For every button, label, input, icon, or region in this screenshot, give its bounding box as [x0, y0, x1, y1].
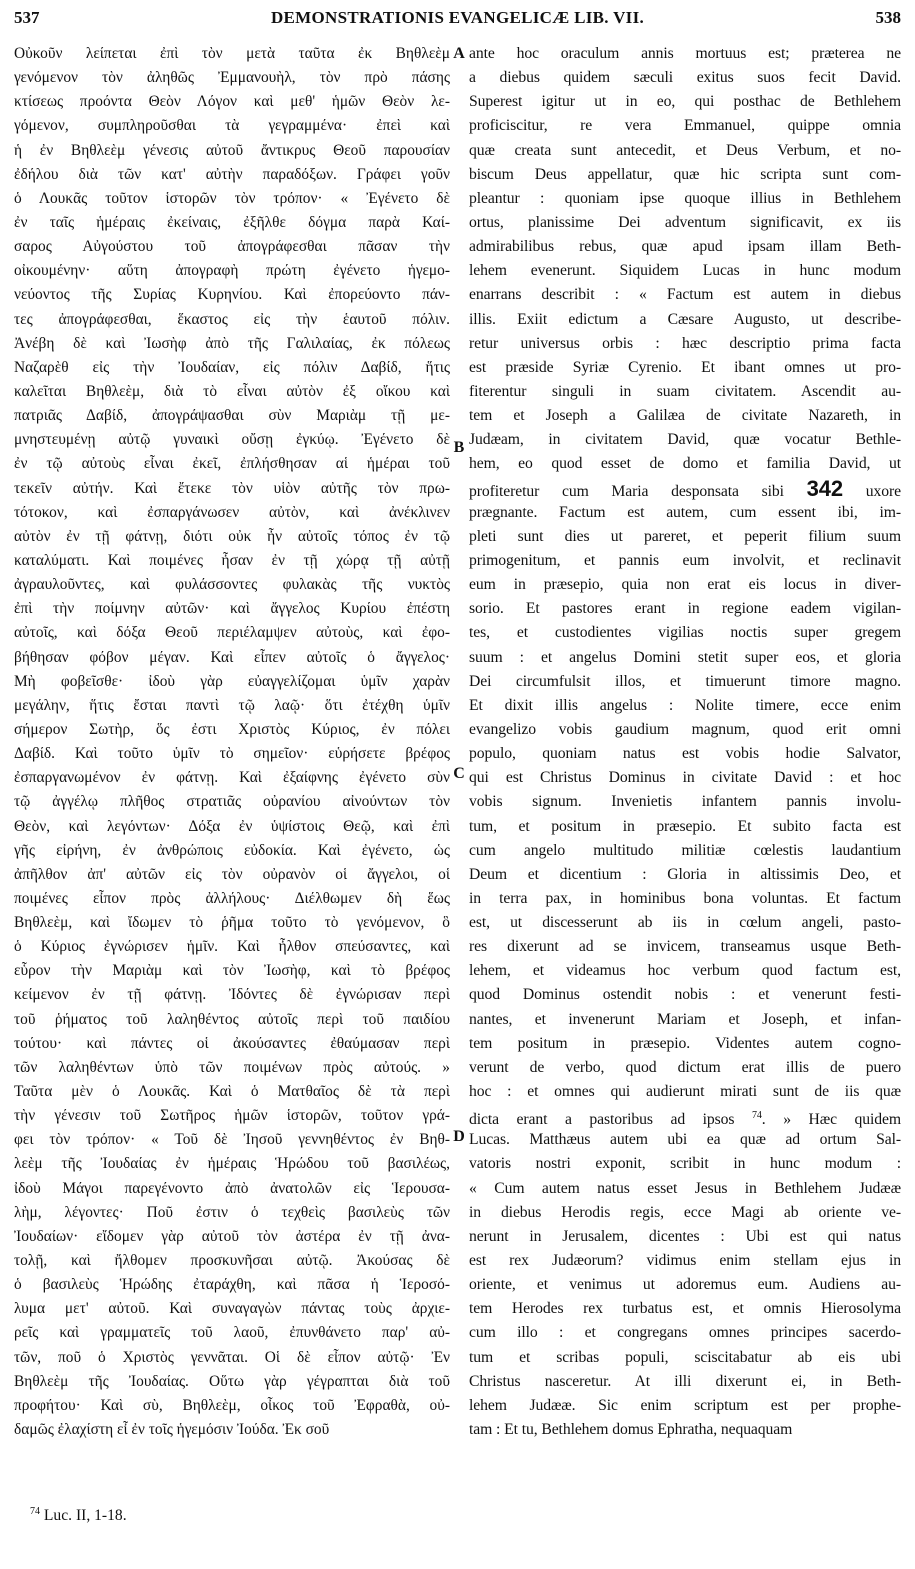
latin-text-line: biscum Deus appellatur, quæ hic scripta sunt com- [469, 165, 901, 183]
latin-text-line: verunt de verbo, quod dictum erat illis de puero [469, 1058, 901, 1076]
greek-text-line: αὐτὸν ἐν τῇ φάτνῃ, διότι οὐκ ἦν αὐτοῖς τόπος ἐν τῷ [14, 527, 450, 545]
greek-text-line: δαμῶς ἐλαχίστη εἶ ἐν τοῖς ἡγεμόσιν Ἰούδα. Ἐκ σοῦ [14, 1421, 330, 1439]
greek-text-line: γῆς εἰρήνη, ἐν ἀνθρώποις εὐδοκία. Καὶ ἐγένετο, ὡς [14, 841, 450, 859]
latin-text-line: Et dixit illis angelus : Nolite timere, ecce enim [469, 696, 901, 714]
page-number-left: 537 [14, 8, 40, 27]
latin-text-line: profiteretur cum Maria desponsata sibi 342 uxore [469, 476, 901, 501]
footnote-number: 74 [30, 1506, 40, 1517]
latin-text-line: hem, eo quod esset de domo et familia David, ut [469, 455, 901, 473]
latin-text-line: est rex Judæorum? vidimus enim stellam ejus in [469, 1252, 901, 1270]
footnote [30, 1506, 127, 1525]
latin-text-line: hoc : et omnes qui audierunt mirati sunt de iis quæ [469, 1083, 901, 1101]
latin-text-line: Christus nasceretur. At illi dixerunt ei, in Beth- [469, 1372, 901, 1390]
greek-text-line: Ἰουδαίων· εἴδομεν γὰρ αὐτοῦ τὸν ἀστέρα ἐν τῇ ἀνα- [14, 1227, 450, 1245]
greek-text-line: ἐδήλου διὰ τῶν κατ' αὐτὴν παραδόξων. Γράφει γοῦν [14, 165, 450, 183]
greek-text-line: Δαβίδ. Καὶ τοῦτο ὑμῖν τὸ σημεῖον· εὑρήσετε βρέφος [14, 745, 450, 763]
greek-text-line: τῷ ἀγγέλῳ πλῆθος στρατιᾶς οὐρανίου αἰνούντων τὸν [14, 793, 450, 811]
latin-text-line: pleti sunt dies ut pareret, et peperit filium suum [469, 527, 901, 545]
latin-text-line: a diebus quidem sæculi exitus suos fecit David. [469, 69, 901, 87]
greek-text-line: σαρος Αὐγούστου τοῦ ἀπογράφεσθαι πᾶσαν τὴν [14, 238, 450, 256]
greek-text-line: γενόμενον τὸν ἀληθῶς Ἐμμανουὴλ, τὸν πρὸ πάσης [14, 69, 450, 87]
folio-number: 342 [806, 476, 844, 501]
latin-text-line: lehem, et videamus hoc verbum quod factum est, [469, 962, 901, 980]
greek-text-line: καταλύματι. Καὶ ποιμένες ἦσαν ἐν τῇ χώρᾳ τῇ αὐτῇ [14, 551, 450, 569]
latin-text-line: Dei circumfulsit illos, et timuerunt timore magno. [469, 672, 901, 690]
latin-text-line: Deum et dicentium : Gloria in altissimis Deo, et [469, 865, 901, 883]
latin-text-line: tum, et positum in præsepio. Et subito facta est [469, 817, 901, 835]
greek-text-line: ἡ ἐν Βηθλεὲμ γένεσις αὐτοῦ ἄντικρυς Θεοῦ παρουσίαν [14, 141, 450, 159]
latin-text-line: ante hoc oraculum annis mortuus est; præterea ne [469, 45, 901, 62]
margin-marker-a: A [453, 45, 465, 62]
latin-text-line: retur universus orbis : hæc descriptio prima facta [469, 334, 901, 352]
latin-text-line: oriente, et venimus ut adoremus eum. Audiens au- [469, 1276, 901, 1294]
greek-text-line: γόμενον, συμπληροῦσθαι τὰ γεγραμμένα· ἐπεὶ καὶ [14, 117, 450, 135]
latin-text-line: « Cum autem natus esset Jesus in Bethlehem Judææ [469, 1179, 901, 1197]
page-number-right: 538 [875, 8, 901, 27]
greek-text-line: τότοκον, καὶ ἐσπαργάνωσεν αὐτὸν, καὶ ἀνέκλινεν [14, 503, 450, 521]
greek-text-line: τῶν, ποῦ ὁ Χριστὸς γεννᾶται. Οἱ δὲ εἶπον αὐτῷ· Ἐν [14, 1348, 450, 1366]
latin-text-line: suum : et angelus Domini stetit super eos, et gloria [469, 648, 901, 666]
latin-text-line: tes, et custodientes vigilias noctis super gregem [469, 624, 901, 642]
greek-column [14, 42, 450, 1442]
latin-text-line: vobis signum. Invenietis infantem pannis involu- [469, 793, 901, 811]
greek-text-line: ἐν ταῖς ἡμέραις ἐκείναις, ἐξῆλθε δόγμα παρὰ Καί- [14, 213, 450, 231]
greek-text-line: οἰκουμένην· αὕτη ἀπογραφὴ πρώτη ἐγένετο ἡγεμο- [14, 262, 450, 280]
greek-text-line: ὁ Λουκᾶς τοῦτον ἱστορῶν τὸν τρόπον· « Ἐγένετο δὲ [14, 189, 450, 207]
greek-text-line: κείμενον ἐν τῇ φάτνῃ. Ἰδόντες δὲ ἐγνώρισαν περὶ [14, 986, 450, 1004]
latin-text-line: sorio. Et pastores erant in regione eadem vigilan- [469, 600, 901, 618]
latin-text-line: res dixerunt ad se invicem, transeamus usque Beth- [469, 938, 901, 956]
latin-text-line: evangelizo vobis gaudium magnum, quod erit omni [469, 720, 901, 738]
greek-text-line: Ναζαρὲθ εἰς τὴν Ἰουδαίαν, εἰς πόλιν Δαβίδ, ἥτις [14, 358, 450, 376]
latin-text-line: tam : Et tu, Bethlehem domus Ephratha, nequaquam [469, 1421, 793, 1439]
latin-text-line: tem et Joseph a Galilæa de civitate Nazareth, in [469, 407, 901, 425]
greek-text-line: Θεὸν, καὶ λεγόντων· Δόξα ἐν ὑψίστοις Θεῷ, καὶ ἐπὶ [14, 817, 450, 835]
latin-text-line: populo, quoniam natus est vobis hodie Salvator, [469, 745, 901, 763]
greek-text-line: καλεῖται Βηθλεὲμ, διὰ τὸ εἶναι αὐτὸν ἐξ οἴκου καὶ [14, 382, 450, 400]
greek-text-line: τες ἀπογράφεσθαι, ἕκαστος εἰς τὴν ἑαυτοῦ πόλιν. [14, 310, 450, 328]
latin-text-line: nantes, et invenerunt Mariam et Joseph, et infan- [469, 1010, 901, 1028]
greek-text-line: τολῇ, καὶ ἤλθομεν προσκυνῆσαι αὐτῷ. Ἀκούσας δὲ [14, 1252, 450, 1270]
greek-text-line: αὐτοῖς, καὶ δόξα Θεοῦ περιέλαμψεν αὐτοὺς, καὶ ἐφο- [14, 624, 450, 642]
greek-text-line: ἐσπαργανωμένον ἐν φάτνῃ. Καὶ ἐξαίφνης ἐγένετο σὺν [14, 769, 450, 787]
footnote-text: Luc. II, 1-18. [43, 1507, 127, 1525]
greek-text-line: προφήτου· Καὶ σὺ, Βηθλεὲμ, οἶκος τοῦ Ἐφραθὰ, οὐ- [14, 1396, 450, 1414]
greek-text-line: Οὐκοῦν λείπεται ἐπὶ τὸν μετὰ ταῦτα ἐκ Βηθλεὲμ [14, 45, 450, 62]
latin-text-line: proficiscitur, re vera Emmanuel, quippe omnia [469, 117, 901, 135]
latin-text-line: tum et scribas populi, sciscitabatur ab eis ubi [469, 1348, 901, 1366]
latin-text-line: fiterentur singuli in suam civitatem. Ascendit au- [469, 382, 901, 400]
margin-marker-d: D [453, 1128, 465, 1145]
latin-column [469, 42, 901, 1442]
greek-text-line: μεγάλην, ἥτις ἔσται παντὶ τῷ λαῷ· ὅτι ἐτέχθη ὑμῖν [14, 696, 450, 714]
greek-text-line: ὁ βασιλεὺς Ἡρώδης ἐταράχθη, καὶ πᾶσα ἡ Ἱεροσό- [14, 1276, 450, 1294]
greek-text-line: Ταῦτα μὲν ὁ Λουκᾶς. Καὶ ὁ Ματθαῖος δὲ τὰ περὶ [14, 1083, 450, 1101]
greek-text-line: Μὴ φοβεῖσθε· ἰδοὺ γὰρ εὐαγγελίζομαι ὑμῖν χαρὰν [14, 672, 450, 690]
footnote-reference: 74 [751, 1110, 762, 1122]
latin-text-line: in diebus Herodis regis, ecce Magi ab oriente ve- [469, 1203, 901, 1221]
margin-marker-c: C [453, 765, 465, 782]
latin-text-line: quæ creata sunt antecedit, et Deus Verbum, et no- [469, 141, 901, 159]
greek-text-line: σήμερον Σωτὴρ, ὅς ἐστι Χριστὸς Κύριος, ἐν πόλει [14, 720, 450, 738]
latin-text-line: ortus, planissime Dei adventum significavit, ex iis [469, 213, 901, 231]
latin-text-line: Superest igitur ut in eo, qui posthac de Bethlehem [469, 93, 901, 111]
greek-text-line: τεκεῖν αὐτήν. Καὶ ἔτεκε τὸν υἱὸν αὐτῆς τὸν πρω- [14, 479, 450, 497]
latin-text-line: primogenitum, et pannis eum involvit, et reclinavit [469, 551, 901, 569]
greek-text-line: ὁ Κύριος ἐγνώρισεν ἡμῖν. Καὶ ἦλθον σπεύσαντες, καὶ [14, 938, 450, 956]
greek-text-line: τῶν λαληθέντων ὑπὸ τῶν ποιμένων πρὸς αὐτούς. » [14, 1058, 450, 1076]
latin-text-line: Lucas. Matthæus autem ubi ea quæ ad ortum Sal- [469, 1131, 901, 1149]
running-title: DEMONSTRATIONIS EVANGELICÆ LIB. VII. [270, 8, 645, 27]
latin-text-line: est, ut discesserunt ab iis in cœlum angeli, pasto- [469, 914, 901, 932]
greek-text-line: βήθησαν φόβον μέγαν. Καὶ εἶπεν αὐτοῖς ὁ ἄγγελος· [14, 648, 450, 666]
latin-text-line: lehem evenerunt. Siquidem Lucas in hunc modum [469, 262, 901, 280]
latin-text-line: vatoris nostri exponit, scribit in hunc modum : [469, 1155, 901, 1173]
page-header [14, 8, 901, 30]
greek-text-line: τούτου· καὶ πάντες οἱ ἀκούσαντες ἐθαύμασαν περὶ [14, 1034, 450, 1052]
latin-text-line: est præside Syriæ Cyrenio. Et ibant omnes ut pro- [469, 358, 901, 376]
greek-text-line: ἀγραυλοῦντες, καὶ φυλάσσοντες φυλακὰς τῆς νυκτὸς [14, 576, 450, 594]
greek-text-line: νεύοντος τῆς Συρίας Κυρηνίου. Καὶ ἐπορεύοντο πάν- [14, 286, 450, 304]
greek-text-line: ἀπῆλθον ἀπ' αὐτῶν εἰς τὸν οὐρανὸν οἱ ἄγγελοι, οἱ [14, 865, 450, 883]
greek-text-line: μνηστευμένῃ αὐτῷ γυναικὶ οὔσῃ ἐγκύῳ. Ἐγένετο δὲ [14, 431, 450, 449]
latin-text-line: quod Dominus ostendit nobis : et venerunt festi- [469, 986, 901, 1004]
latin-text-line: admirabilibus rebus, quæ apud ipsam illam Beth- [469, 238, 901, 256]
greek-text-line: Ἀνέβη δὲ καὶ Ἰωσὴφ ἀπὸ τῆς Γαλιλαίας, ἐκ πόλεως [14, 334, 450, 352]
greek-text-line: ἐν τῷ αὐτοὺς εἶναι ἐκεῖ, ἐπλήσθησαν αἱ ἡμέραι τοῦ [14, 455, 450, 473]
latin-text-line: cum illo : et congregans omnes principes sacerdo- [469, 1324, 901, 1342]
greek-text-line: πατριᾶς Δαβίδ, ἀπογράψασθαι σὺν Μαριὰμ τῇ με- [14, 407, 450, 425]
latin-text-line: in terra pax, in hominibus bona voluntas. Et factum [469, 889, 901, 907]
margin-marker-b: B [453, 439, 465, 456]
greek-text-line: κτίσεως προόντα Θεὸν Λόγον καὶ μεθ' ἡμῶν Θεὸν λε- [14, 93, 450, 111]
greek-text-line: εὗρον τὴν Μαριὰμ καὶ τὸν Ἰωσὴφ, καὶ τὸ βρέφος [14, 962, 450, 980]
greek-text-line: λυμα μετ' αὐτοῦ. Καὶ συναγαγὼν πάντας τοὺς ἀρχιε- [14, 1300, 450, 1318]
latin-text-line: tem Herodes rex turbatus est, et omnis Hierosolyma [469, 1300, 901, 1318]
latin-text-line: Judæam, in civitatem David, quæ vocatur Bethle- [469, 431, 901, 449]
latin-text-line: cum angelo multitudo militiæ cœlestis laudantium [469, 841, 901, 859]
greek-text-line: λὴμ, λέγοντες· Ποῦ ἐστιν ὁ τεχθεὶς βασιλεὺς τῶν [14, 1203, 450, 1221]
greek-text-line: φει τὸν τρόπον· « Τοῦ δὲ Ἰησοῦ γεννηθέντος ἐν Βηθ- [14, 1131, 450, 1149]
greek-text-line: Βηθλεὲμ, καὶ ἴδωμεν τὸ ῥῆμα τοῦτο τὸ γενόμενον, ὃ [14, 914, 450, 932]
greek-text-line: ρεῖς καὶ γραμματεῖς τοῦ λαοῦ, ἐπυνθάνετο παρ' αὐ- [14, 1324, 450, 1342]
latin-text-line: lehem Judææ. Sic enim scriptum est per prophe- [469, 1396, 901, 1414]
greek-text-line: τὴν γένεσιν τοῦ Σωτῆρος ἡμῶν ἱστορῶν, τοῦτον γρά- [14, 1107, 450, 1125]
greek-text-line: ποιμένες εἶπον πρὸς ἀλλήλους· Διέλθωμεν δὴ ἕως [14, 889, 450, 907]
greek-text-line: ἐπὶ τὴν ποίμνην αὐτῶν· καὶ ἄγγελος Κυρίου ἐπέστη [14, 600, 450, 618]
latin-text-line: prægnante. Factum est autem, cum essent ibi, im- [469, 503, 901, 521]
latin-text-line: enarrans describit : « Factum est autem in diebus [469, 286, 901, 304]
latin-text-line: dicta erant a pastoribus ad ipsos $^{74}$. » Hæc quidem [469, 1110, 901, 1129]
greek-text-line: ἰδοὺ Μάγοι παρεγένοντο ἀπὸ ἀνατολῶν εἰς Ἱερουσα- [14, 1179, 450, 1197]
latin-text-line: pleantur : quoniam ipse quoque illius in Bethlehem [469, 189, 901, 207]
greek-text-line: Βηθλεὲμ τῆς Ἰουδαίας. Οὕτω γὰρ γέγραπται διὰ τοῦ [14, 1372, 450, 1390]
latin-text-line: illis. Exiit edictum a Cæsare Augusto, ut describe- [469, 310, 901, 328]
latin-text-line: tem positum in præsepio. Videntes autem cogno- [469, 1034, 901, 1052]
latin-text-line: qui est Christus Dominus in civitate David : et hoc [469, 769, 901, 787]
latin-text-line: eum in præsepio, quia non erat eis locus in diver- [469, 576, 901, 594]
latin-text-line: nerunt in Jerusalem, dicentes : Ubi est qui natus [469, 1227, 901, 1245]
greek-text-line: λεὲμ τῆς Ἰουδαίας ἐν ἡμέραις Ἡρώδου τοῦ βασιλέως, [14, 1155, 450, 1173]
greek-text-line: τοῦ ῥήματος τοῦ λαληθέντος αὐτοῖς περὶ τοῦ παιδίου [14, 1010, 450, 1028]
